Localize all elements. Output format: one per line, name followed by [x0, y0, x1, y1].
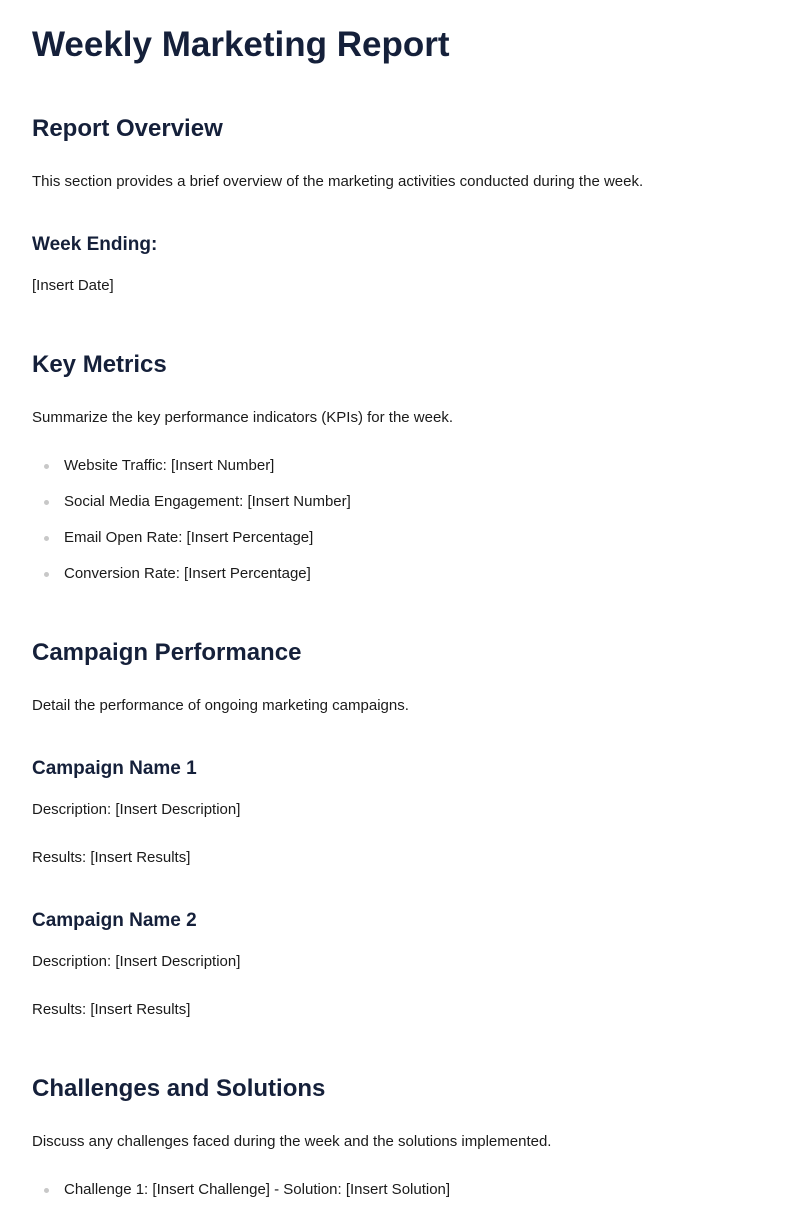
- campaign-results: Results: [Insert Results]: [32, 1001, 191, 1018]
- metrics-list: [32, 456, 351, 600]
- overview-text: This section provides a brief overview of the marketing activities conducted during the week.: [32, 173, 644, 190]
- section-heading-campaigns: Campaign Performance: [32, 639, 302, 666]
- challenge-label: Challenge 1: [Insert Challenge] - Solution: [Insert Solution]: [64, 1181, 451, 1198]
- page-title: Weekly Marketing Report: [32, 25, 450, 64]
- campaign-results: Results: [Insert Results]: [32, 849, 191, 866]
- bullet-icon: [44, 1188, 49, 1193]
- bullet-icon: [44, 500, 49, 505]
- bullet-icon: [44, 464, 49, 469]
- metric-label: Website Traffic: [Insert Number]: [64, 457, 275, 474]
- metric-label: Social Media Engagement: [Insert Number]: [64, 493, 351, 510]
- metric-label: Conversion Rate: [Insert Percentage]: [64, 565, 311, 582]
- list-item: [32, 492, 351, 528]
- campaign-description: Description: [Insert Description]: [32, 801, 241, 818]
- campaign-name: Campaign Name 1: [32, 758, 197, 779]
- list-item: [32, 456, 351, 492]
- section-heading-overview: Report Overview: [32, 115, 223, 142]
- campaign-name: Campaign Name 2: [32, 910, 197, 931]
- metric-label: Email Open Rate: [Insert Percentage]: [64, 529, 314, 546]
- metrics-text: Summarize the key performance indicators (KPIs) for the week.: [32, 409, 453, 426]
- week-ending-value: [Insert Date]: [32, 277, 114, 294]
- challenges-list: [32, 1180, 450, 1216]
- list-item: [32, 1180, 450, 1216]
- list-item: [32, 528, 351, 564]
- challenges-text: Discuss any challenges faced during the week and the solutions implemented.: [32, 1133, 552, 1150]
- section-heading-metrics: Key Metrics: [32, 351, 167, 378]
- week-ending-heading: Week Ending:: [32, 234, 158, 255]
- campaign-description: Description: [Insert Description]: [32, 953, 241, 970]
- bullet-icon: [44, 536, 49, 541]
- section-heading-challenges: Challenges and Solutions: [32, 1075, 326, 1102]
- list-item: [32, 564, 351, 600]
- campaigns-text: Detail the performance of ongoing marketing campaigns.: [32, 697, 409, 714]
- bullet-icon: [44, 572, 49, 577]
